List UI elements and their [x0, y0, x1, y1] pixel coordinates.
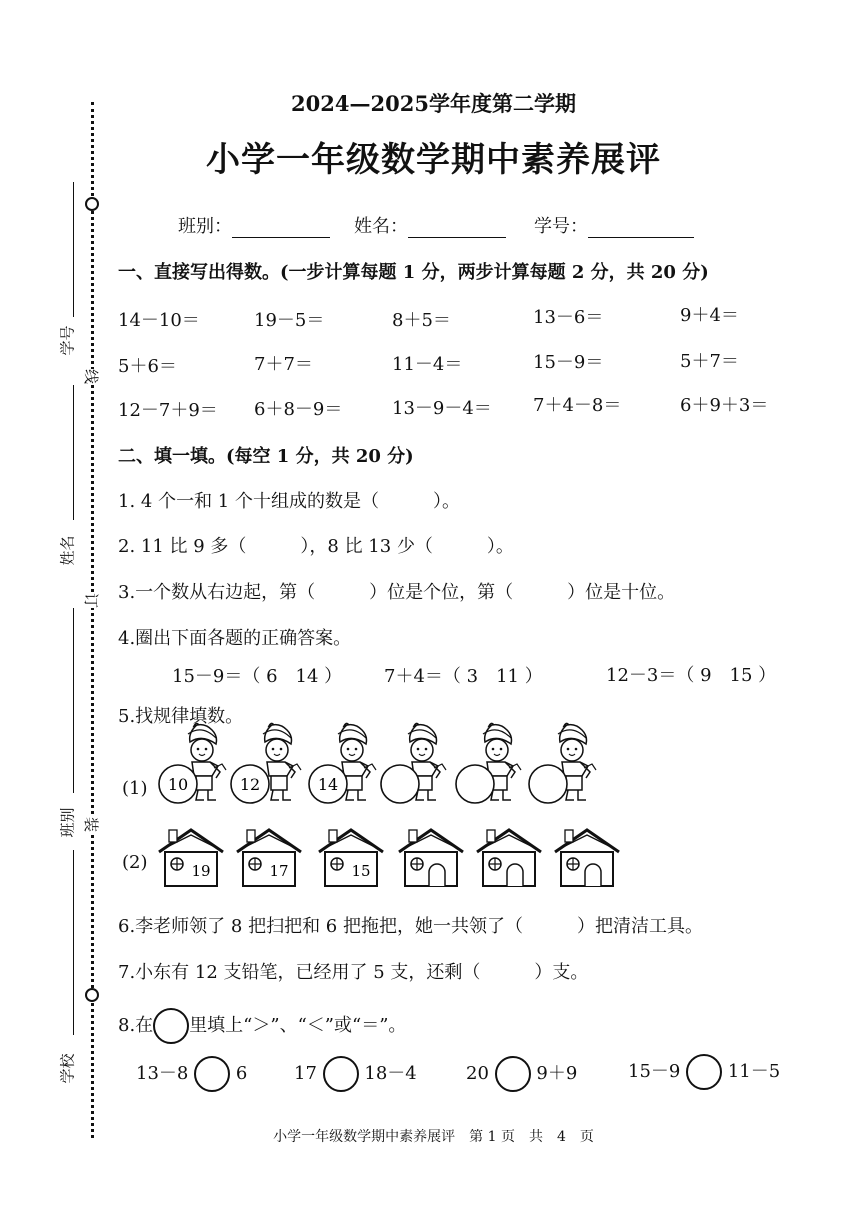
calc-item: 5＋7＝	[680, 351, 739, 372]
margin-label-school: 学校	[58, 1053, 77, 1084]
house-3	[319, 830, 383, 886]
calc-item: 14－10＝	[118, 310, 200, 331]
calc-item: 19－5＝	[254, 310, 325, 331]
binding-word-staple: 订	[82, 592, 101, 609]
compare-right: 11－5	[727, 1061, 781, 1082]
section2-heading: 二、填一填。(每空 1 分，共 20 分)	[118, 446, 414, 467]
question-4: 4.圈出下面各题的正确答案。	[118, 628, 352, 649]
question-5: 5.找规律填数。	[118, 706, 244, 727]
q5-row2-figures	[155, 822, 655, 892]
house-6	[555, 830, 619, 886]
class-label: 班别：	[178, 216, 232, 237]
school-year-term: 2024—2025学年度第二学期	[291, 91, 576, 116]
number-input[interactable]	[588, 219, 694, 238]
calc-item: 12－7＋9＝	[118, 400, 218, 421]
school-blank[interactable]	[73, 850, 74, 1035]
calc-item: 11－4＝	[392, 354, 463, 375]
number-label: 学号：	[534, 216, 588, 237]
compare-left: 17	[294, 1063, 317, 1084]
binding-dotted-line	[91, 102, 94, 1138]
calc-item: 13－6＝	[533, 307, 604, 328]
q4-choice: 7＋4＝（ 3 11 ）	[384, 666, 543, 687]
house-2	[237, 830, 301, 886]
q8-prefix: 8.在	[118, 1015, 154, 1036]
kid-snowball-6	[529, 723, 596, 803]
compare-item-3	[466, 1056, 577, 1092]
margin-label-student-number: 学号	[58, 325, 77, 356]
student-number-blank[interactable]	[73, 182, 74, 317]
compare-left: 20	[466, 1063, 489, 1084]
kid-snowball-4	[381, 723, 446, 803]
class-info-field	[178, 212, 330, 238]
q5-row2-label: (2)	[122, 852, 148, 873]
house-number: 15	[351, 862, 371, 880]
compare-circle[interactable]	[194, 1056, 230, 1092]
kid-snowball-5	[456, 723, 521, 803]
calc-item: 6＋8－9＝	[254, 399, 343, 420]
number-info-field	[534, 212, 694, 238]
compare-right: 18－4	[364, 1063, 417, 1084]
question-1: 1. 4 个一和 1 个十组成的数是（ ）。	[118, 491, 460, 512]
compare-left: 15－9	[628, 1061, 681, 1082]
compare-circle-example	[153, 1008, 189, 1044]
name-blank[interactable]	[73, 385, 74, 520]
house-5	[477, 830, 541, 886]
name-label: 姓名：	[354, 216, 408, 237]
binding-word-bind: 装	[82, 816, 101, 833]
snowball-number: 12	[239, 775, 261, 794]
compare-item-2	[294, 1056, 417, 1092]
class-input[interactable]	[232, 219, 330, 238]
compare-item-4	[628, 1054, 780, 1090]
calc-item: 5＋6＝	[118, 356, 177, 377]
question-2: 2. 11 比 9 多（ ），8 比 13 少（ ）。	[118, 536, 514, 557]
binding-ring-bottom	[85, 988, 99, 1002]
kid-snowball-1	[159, 723, 226, 803]
page-title: 小学一年级数学期中素养展评	[206, 140, 661, 180]
compare-right: 9＋9	[536, 1063, 578, 1084]
margin-label-name: 姓名	[58, 535, 77, 566]
kid-snowball-2	[231, 723, 301, 803]
calc-item: 9＋4＝	[680, 305, 739, 326]
compare-circle[interactable]	[686, 1054, 722, 1090]
binding-word-line: 线	[82, 368, 101, 385]
calc-item: 13－9－4＝	[392, 398, 492, 419]
question-3: 3.一个数从右边起，第（ ）位是个位，第（ ）位是十位。	[118, 582, 676, 603]
class-blank[interactable]	[73, 608, 74, 793]
compare-left: 13－8	[136, 1063, 189, 1084]
calc-item: 6＋9＋3＝	[680, 395, 769, 416]
house-number: 19	[191, 862, 211, 880]
calc-item: 7＋7＝	[254, 354, 313, 375]
calc-item: 15－9＝	[533, 352, 604, 373]
question-7: 7.小东有 12 支铅笔，已经用了 5 支，还剩（ ）支。	[118, 962, 589, 983]
q4-choice: 15－9＝（ 6 14 ）	[172, 666, 343, 687]
house-1	[159, 830, 223, 886]
calc-item: 7＋4－8＝	[533, 395, 622, 416]
compare-circle[interactable]	[495, 1056, 531, 1092]
question-8	[118, 1008, 406, 1044]
kid-snowball-3	[309, 723, 376, 803]
q4-choice: 12－3＝（ 9 15 ）	[606, 665, 777, 686]
snowball-number: 14	[317, 775, 339, 794]
section1-heading: 一、直接写出得数。(一步计算每题 1 分，两步计算每题 2 分，共 20 分)	[118, 262, 709, 283]
q8-suffix: 里填上“＞”、“＜”或“＝”。	[189, 1015, 407, 1036]
compare-item-1	[136, 1056, 247, 1092]
house-number: 17	[269, 862, 289, 880]
q5-row1-figures	[150, 722, 750, 806]
page-footer: 小学一年级数学期中素养展评 第 1 页 共 4 页	[273, 1129, 594, 1145]
name-input[interactable]	[408, 219, 506, 238]
margin-label-class: 班别	[58, 807, 77, 838]
snowball-number: 10	[167, 775, 189, 794]
question-6: 6.李老师领了 8 把扫把和 6 把拖把，她一共领了（ ）把清洁工具。	[118, 916, 703, 937]
binding-ring-top	[85, 197, 99, 211]
compare-circle[interactable]	[323, 1056, 359, 1092]
name-info-field	[354, 212, 506, 238]
compare-right: 6	[235, 1063, 248, 1084]
q5-row1-label: (1)	[122, 778, 148, 799]
calc-item: 8＋5＝	[392, 310, 451, 331]
house-4	[399, 830, 463, 886]
